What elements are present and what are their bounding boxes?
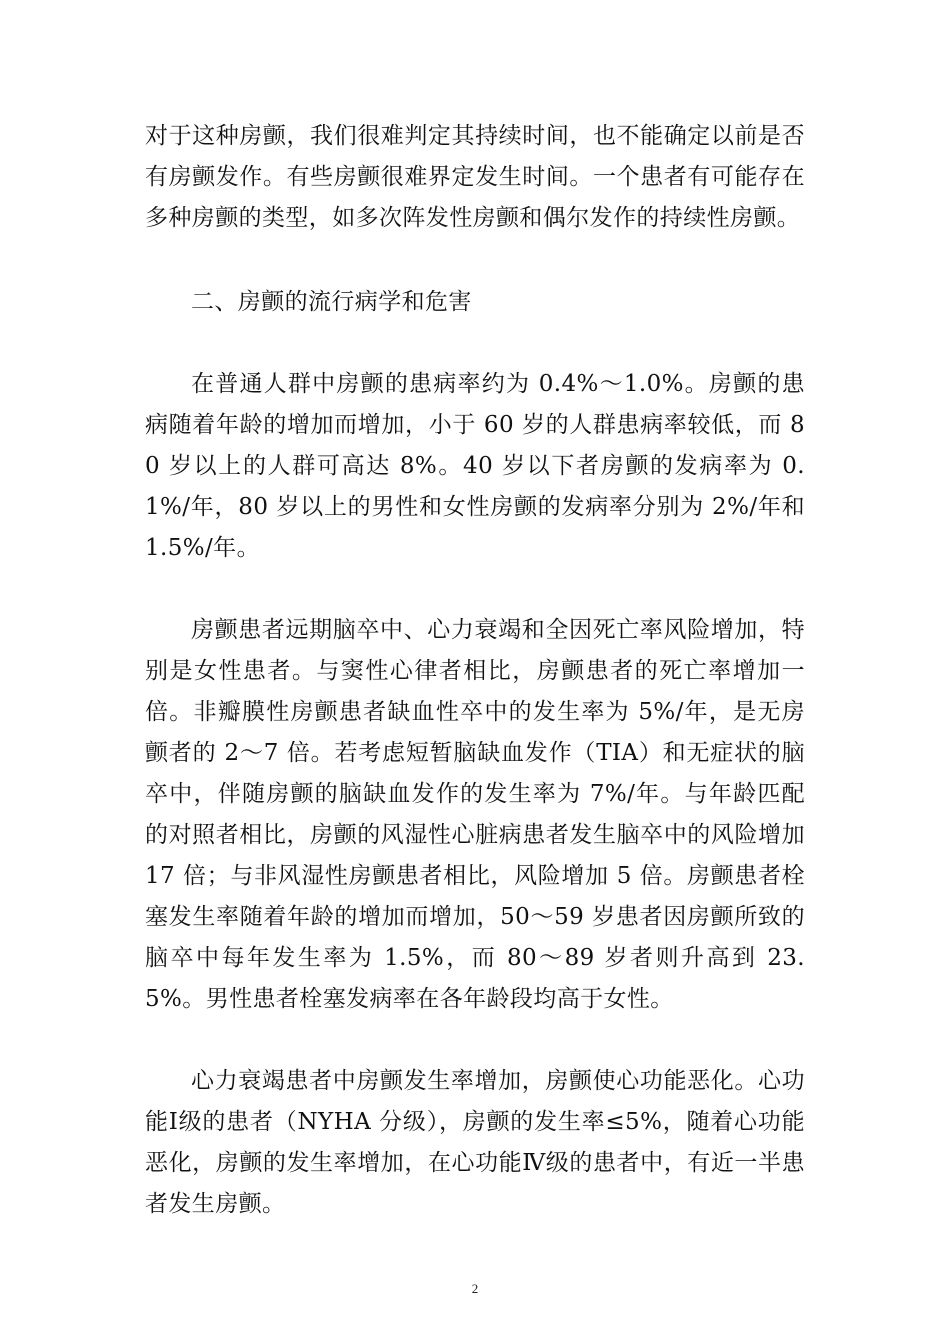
section-heading-epidemiology: 二、房颤的流行病学和危害 [191,289,472,315]
paragraph-prevalence: 在普通人群中房颤的患病率约为 0.4%～1.0%。房颤的患病随着年龄的增加而增加，小于 60 岁的人群患病率较低，而 80 岁以上的人群可高达 8%。40 岁以下者房颤的发病率为 0.1%/年，80 岁以上的男性和女性房颤的发病率分别为 2%/年和 1.5%/年。 [145,371,805,561]
paragraph-af-duration: 对于这种房颤，我们很难判定其持续时间，也不能确定以前是否有房颤发作。有些房颤很难界定发生时间。一个患者有可能存在多种房颤的类型，如多次阵发性房颤和偶尔发作的持续性房颤。 [145,123,805,231]
page-number: 2 [471,1281,479,1296]
document-body [145,116,805,1225]
paragraph-stroke-risk: 房颤患者远期脑卒中、心力衰竭和全因死亡率风险增加，特别是女性患者。与窦性心律者相比，房颤患者的死亡率增加一倍。非瓣膜性房颤患者缺血性卒中的发生率为 5%/年，是无房颤者的 2～7 倍。若考虑短暂脑缺血发作（TIA）和无症状的脑卒中，伴随房颤的脑缺血发作的发生率为 7%/年。与年龄匹配的对照者相比，房颤的风湿性心脏病患者发生脑卒中的风险增加 17 倍；与非风湿性房颤患者相比，风险增加 5 倍。房颤患者栓塞发生率随着年龄的增加而增加，50～59 岁患者因房颤所致的脑卒中每年发生率为 1.5%，而 80～89 岁者则升高到 23.5%。男性患者栓塞发病率在各年龄段均高于女性。 [145,617,805,1012]
paragraph-heart-failure: 心力衰竭患者中房颤发生率增加，房颤使心功能恶化。心功能Ⅰ级的患者（NYHA 分级），房颤的发生率≤5%，随着心功能恶化，房颤的发生率增加，在心功能Ⅳ级的患者中，有近一半患者发生房颤。 [145,1068,805,1217]
